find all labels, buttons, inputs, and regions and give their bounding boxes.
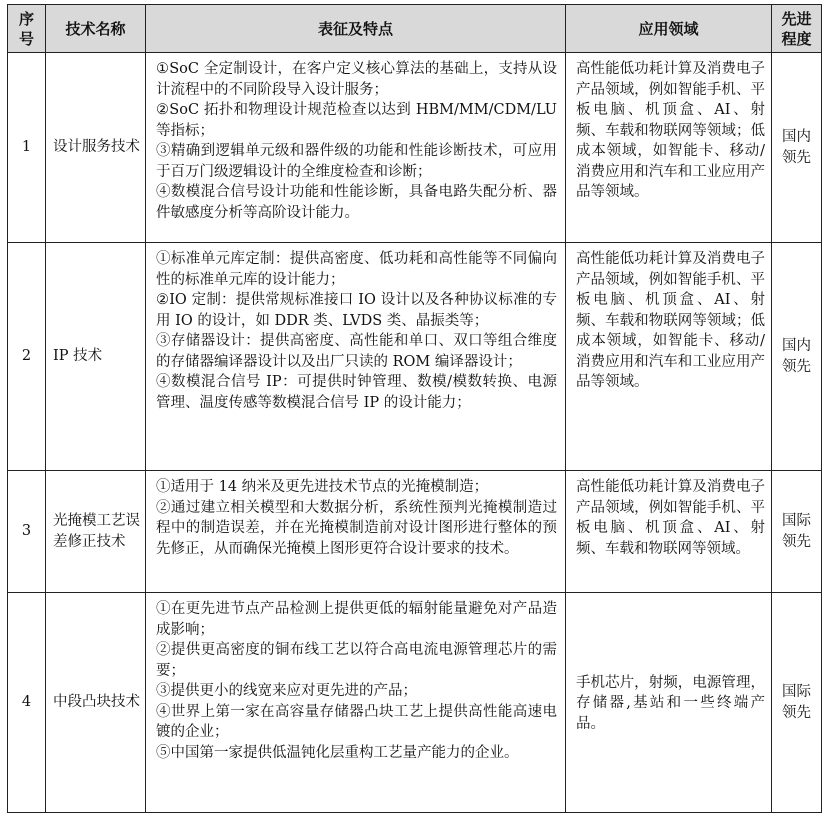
row-index: 2 <box>8 243 46 471</box>
application-cell: 手机芯片，射频，电源管理，存储器,基站和一些终端产品。 <box>566 593 772 813</box>
table-row <box>8 593 822 813</box>
feature-item: ③存储器设计：提供高密度、高性能和单口、双口等组合维度的存储器编译器设计以及出厂只读的 ROM 编译器设计； <box>156 333 557 370</box>
technology-name: 设计服务技术 <box>46 53 146 243</box>
row-index: 1 <box>8 53 46 243</box>
level-text: 国际领先 <box>782 684 811 721</box>
table-header-row <box>8 5 822 53</box>
table-row <box>8 53 822 243</box>
features-cell <box>146 243 566 471</box>
feature-item: ③精确到逻辑单元级和器件级的功能和性能诊断技术，可应用于百万门级逻辑设计的全维度检查和诊断； <box>156 143 557 180</box>
feature-item: ①标准单元库定制：提供高密度、低功耗和高性能等不同偏向性的标准单元库的设计能力； <box>156 251 557 288</box>
features-cell <box>146 593 566 813</box>
feature-item: ②通过建立相关模型和大数据分析，系统性预判光掩模制造过程中的制造误差，并在光掩模制造前对设计图形进行整体的预先修正，从而确保光掩模上图形更符合设计要求的技术。 <box>156 499 557 557</box>
technology-table <box>7 4 822 813</box>
level-cell <box>772 593 822 813</box>
feature-item: ⑤中国第一家提供低温钝化层重构工艺量产能力的企业。 <box>156 744 519 761</box>
feature-item: ①在更先进节点产品检测上提供更低的辐射能量避免对产品造成影响； <box>156 601 557 638</box>
level-text: 国内领先 <box>782 129 811 166</box>
application-cell: 高性能低功耗计算及消费电子产品领域，例如智能手机、平板电脑、机顶盒、AI、射频、车载和物联网等领域；低成本领域，如智能卡、移动/消费应用和汽车和工业应用产品等领域。 <box>566 53 772 243</box>
application-cell: 高性能低功耗计算及消费电子产品领域，例如智能手机、平板电脑、机顶盒、AI、射频、车载和物联网等领域。 <box>566 471 772 593</box>
feature-item: ①适用于 14 纳米及更先进技术节点的光掩模制造； <box>156 479 489 495</box>
feature-item: ④世界上第一家在高容量存储器凸块工艺上提供高性能高速电镀的企业； <box>156 703 557 740</box>
level-cell <box>772 53 822 243</box>
row-index: 3 <box>8 471 46 593</box>
header-application: 应用领域 <box>566 5 772 53</box>
header-features: 表征及特点 <box>146 5 566 53</box>
feature-item: ④数模混合信号 IP：可提供时钟管理、数模/模数转换、电源管理、温度传感等数模混合信号 IP 的设计能力； <box>156 374 557 411</box>
row-index: 4 <box>8 593 46 813</box>
technology-name: 光掩模工艺误差修正技术 <box>46 471 146 593</box>
level-text: 国内领先 <box>782 338 811 375</box>
technology-name: IP 技术 <box>46 243 146 471</box>
header-name: 技术名称 <box>46 5 146 53</box>
feature-item: ③提供更小的线宽来应对更先进的产品； <box>156 683 417 699</box>
technology-name: 中段凸块技术 <box>46 593 146 813</box>
header-level: 先进程度 <box>772 5 822 53</box>
feature-item: ②提供更高密度的铜布线工艺以符合高电流电源管理芯片的需要； <box>156 642 557 679</box>
feature-item: ①SoC 全定制设计，在客户定义核心算法的基础上，支持从设计流程中的不同阶段导入设计服务； <box>156 61 557 98</box>
application-cell: 高性能低功耗计算及消费电子产品领域，例如智能手机、平板电脑、机顶盒、AI、射频、车载和物联网等领域；低成本领域，如智能卡、移动/消费应用和汽车和工业应用产品等领域。 <box>566 243 772 471</box>
feature-item: ②IO 定制：提供常规标准接口 IO 设计以及各种协议标准的专用 IO 的设计，如 DDR 类、LVDS 类、晶振类等； <box>156 292 557 329</box>
level-text: 国际领先 <box>782 513 811 550</box>
header-index: 序号 <box>8 5 46 53</box>
level-cell <box>772 471 822 593</box>
features-cell <box>146 471 566 593</box>
table-row <box>8 471 822 593</box>
features-cell <box>146 53 566 243</box>
feature-item: ②SoC 拓扑和物理设计规范检查以达到 HBM/MM/CDM/LU 等指标； <box>156 102 557 139</box>
level-cell <box>772 243 822 471</box>
table-row <box>8 243 822 471</box>
feature-item: ④数模混合信号设计功能和性能诊断，具备电路失配分析、器件敏感度分析等高阶设计能力。 <box>156 184 557 221</box>
